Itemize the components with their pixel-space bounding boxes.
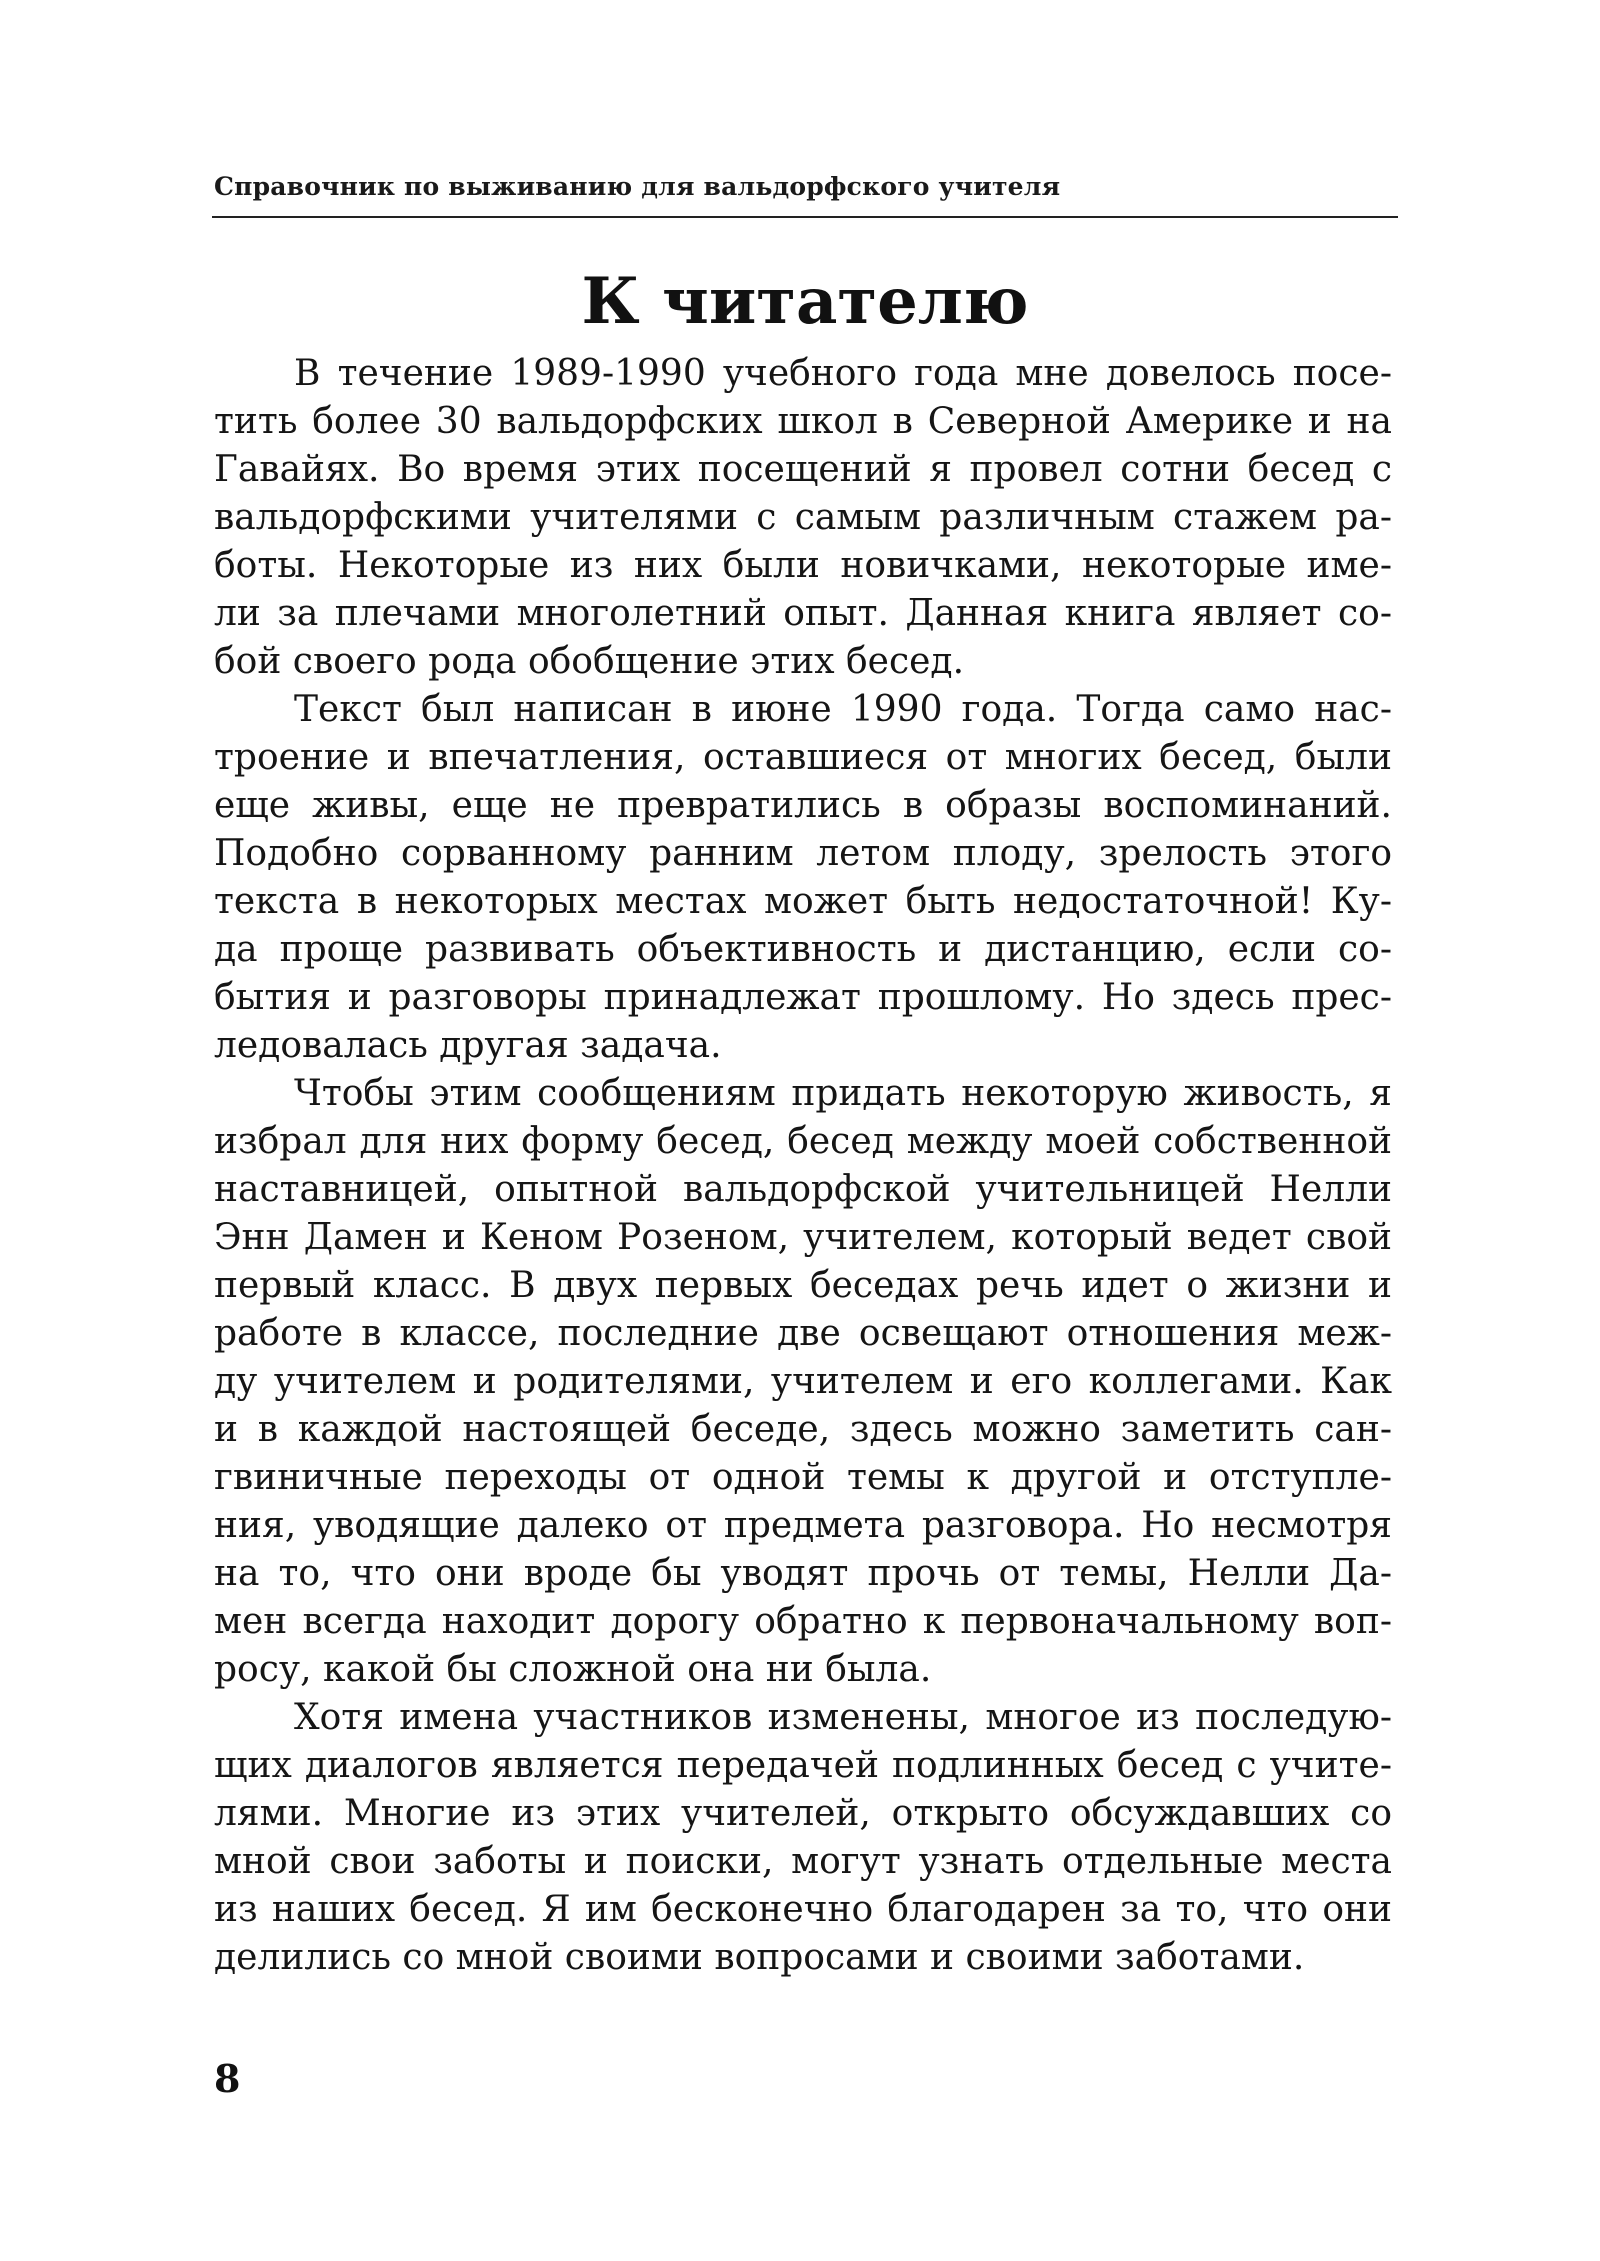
text-line: Гавайях. Во время этих посещений я провел сотни бесед с <box>214 449 1392 490</box>
text-line: из наших бесед. Я им бесконечно благодарен за то, что они <box>214 1889 1392 1930</box>
text-line: Хотя имена участников изменены, многое из последую- <box>294 1697 1392 1738</box>
text-line: и в каждой настоящей беседе, здесь можно заметить сан- <box>214 1409 1392 1450</box>
chapter-title: К читателю <box>581 264 1029 339</box>
text-line: еще живы, еще не превратились в образы воспоминаний. <box>214 785 1392 826</box>
text-line: В течение 1989-1990 учебного года мне довелось посе- <box>294 353 1392 394</box>
text-line: избрал для них форму бесед, бесед между моей собственной <box>214 1121 1392 1162</box>
text-line: вальдорфскими учителями с самым различным стажем ра- <box>214 497 1392 538</box>
text-line: мной свои заботы и поиски, могут узнать отдельные места <box>214 1841 1392 1882</box>
text-line: да проще развивать объективность и дистанцию, если со- <box>214 929 1392 970</box>
text-line: мен всегда находит дорогу обратно к первоначальному воп- <box>214 1601 1392 1642</box>
text-line: ду учителем и родителями, учителем и его коллегами. Как <box>214 1361 1392 1402</box>
text-line: на то, что они вроде бы уводят прочь от темы, Нелли Да- <box>214 1553 1392 1594</box>
page-number: 8 <box>214 2056 241 2101</box>
text-line: Текст был написан в июне 1990 года. Тогда само нас- <box>294 689 1392 730</box>
text-line: бой своего рода обобщение этих бесед. <box>214 641 965 682</box>
text-line: Энн Дамен и Кеном Розеном, учителем, который ведет свой <box>214 1217 1392 1258</box>
text-line: росу, какой бы сложной она ни была. <box>214 1649 932 1690</box>
text-line: наставницей, опытной вальдорфской учительницей Нелли <box>214 1169 1392 1210</box>
text-line: лями. Многие из этих учителей, открыто обсуждавших со <box>214 1793 1392 1834</box>
text-line: ния, уводящие далеко от предмета разговора. Но несмотря <box>214 1505 1392 1546</box>
text-line: текста в некоторых местах может быть недостаточной! Ку- <box>214 881 1392 922</box>
text-line: первый класс. В двух первых беседах речь идет о жизни и <box>214 1265 1392 1306</box>
body-text <box>214 350 1392 1982</box>
text-line: Чтобы этим сообщениям придать некоторую живость, я <box>294 1073 1392 1114</box>
text-line: ледовалась другая задача. <box>214 1025 722 1066</box>
text-line: боты. Некоторые из них были новичками, некоторые име- <box>214 545 1392 586</box>
text-line: работе в классе, последние две освещают отношения меж- <box>214 1313 1392 1354</box>
text-line: делились со мной своими вопросами и своими заботами. <box>214 1937 1305 1978</box>
running-head: Справочник по выживанию для вальдорфского учителя <box>214 172 1061 201</box>
text-line: Подобно сорванному ранним летом плоду, зрелость этого <box>214 833 1392 874</box>
text-line: гвиничные переходы от одной темы к другой и отступле- <box>214 1457 1392 1498</box>
text-line: щих диалогов является передачей подлинных бесед с учите- <box>214 1745 1392 1786</box>
text-line: ли за плечами многолетний опыт. Данная книга являет со- <box>214 593 1392 634</box>
text-line: тить более 30 вальдорфских школ в Северной Америке и на <box>214 401 1392 442</box>
text-line: бытия и разговоры принадлежат прошлому. Но здесь прес- <box>214 977 1392 1018</box>
header-rule <box>212 216 1398 218</box>
text-line: троение и впечатления, оставшиеся от многих бесед, были <box>214 737 1392 778</box>
